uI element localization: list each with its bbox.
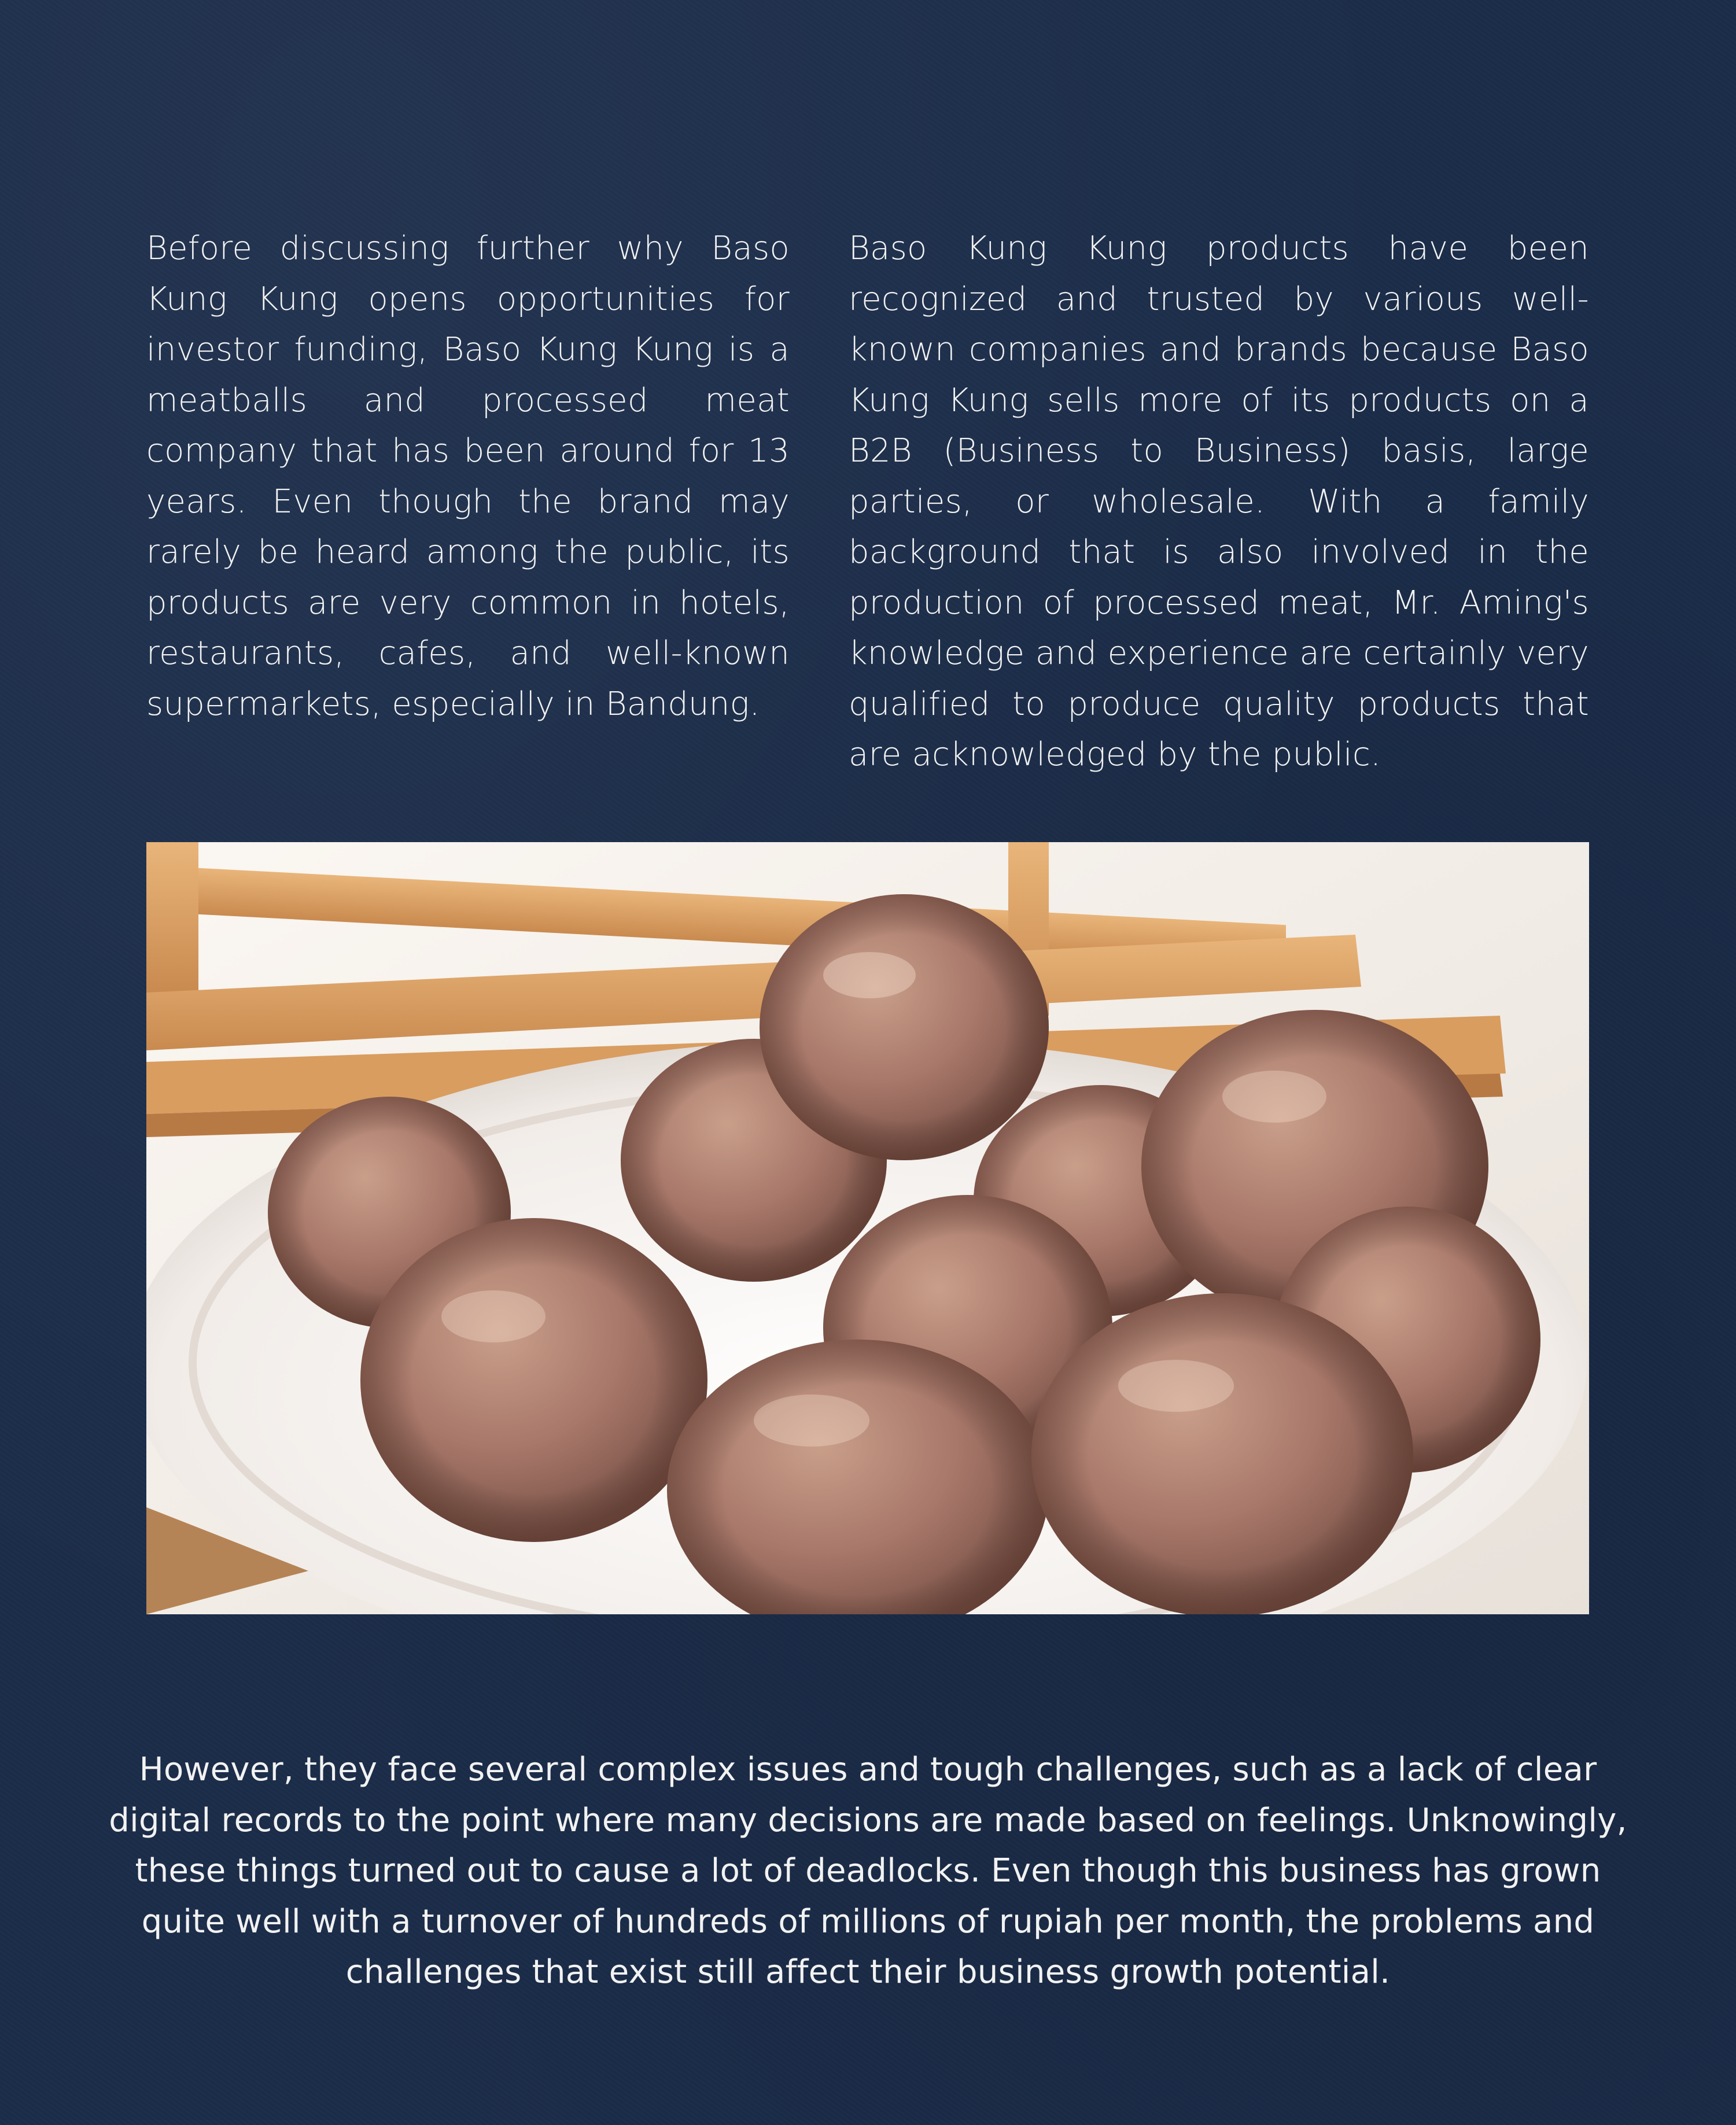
intro-paragraph-right: Baso Kung Kung products have been recognized and trusted by various well-known companies and brands because Baso Kung Kung sells more of its products on a B2B (Business to Business) basis, large parties, or wholesale. With a family background that is also involved in the production of processed meat, Mr. Aming's knowledge and experience are certainly very qualified to produce quality products that are acknowledged by the public. bbox=[849, 230, 1589, 773]
intro-paragraph-left: Before discussing further why Baso Kung Kung opens opportunities for investor funding, Baso Kung Kung is a meatballs and processed meat company that has been around for 13 years. Even though the brand may rarely be heard among the public, its products are very common in hotels, restaurants, cafes, and well-known supermarkets, especially in Bandung. bbox=[146, 230, 790, 723]
meatballs-photo bbox=[146, 842, 1589, 1614]
closing-paragraph: However, they face several complex issues and tough challenges, such as a lack of clear digital records to the point where many decisions are made based on feelings. Unknowingly, these things turned out to cause a lot of deadlocks. Even though this business has grown quite well with a turnover of hundreds of millions of rupiah per month, the problems and challenges that exist still affect their business growth potential. bbox=[109, 1751, 1627, 1991]
